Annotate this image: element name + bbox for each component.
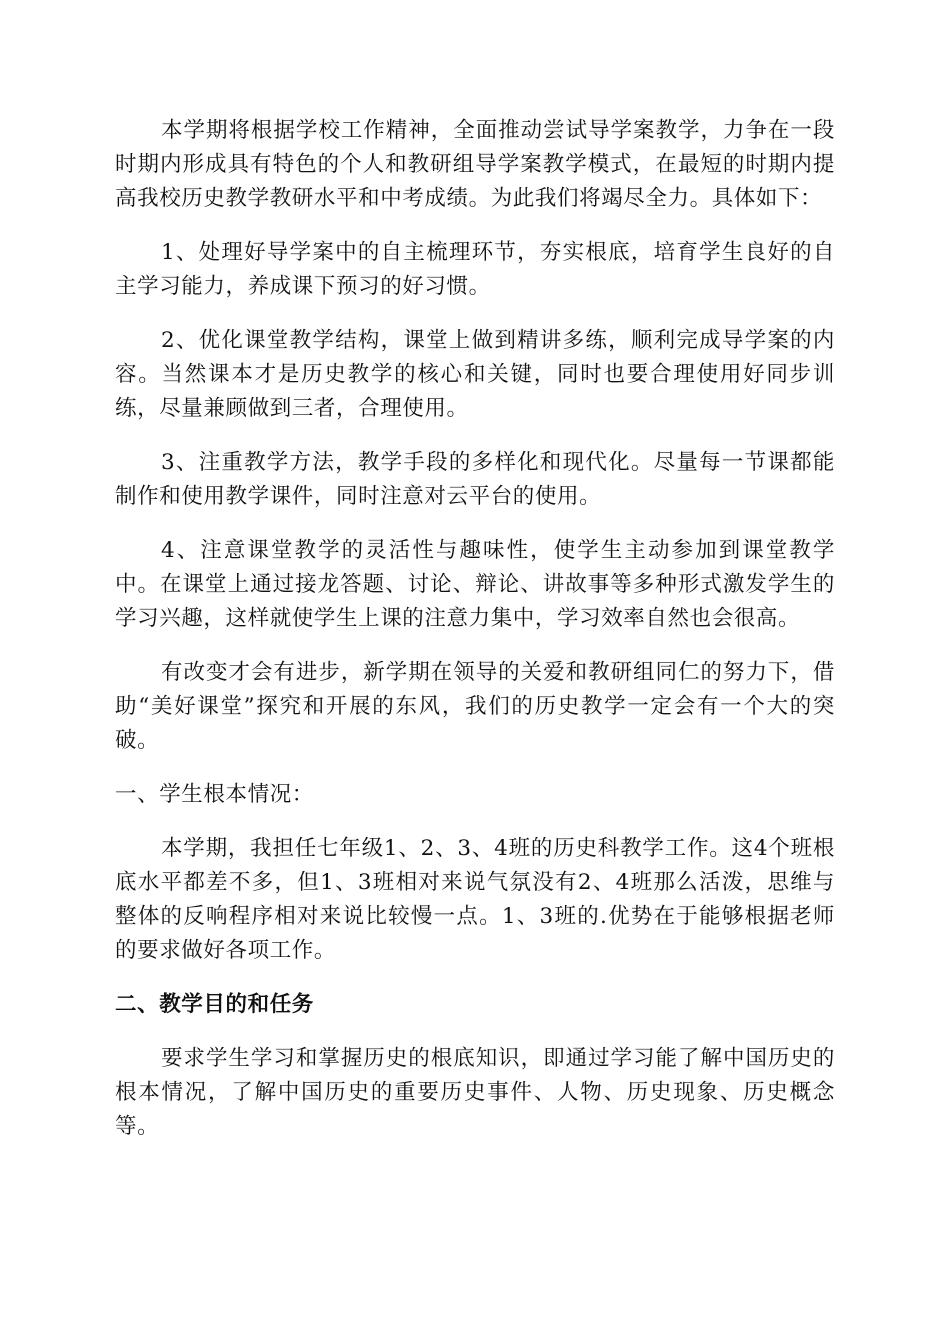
goals-paragraph: 要求学生学习和掌握历史的根底知识，即通过学习能了解中国历史的根本情况，了解中国历史的重要历史事件、人物、历史现象、历史概念等。	[115, 1046, 835, 1139]
students-paragraph: 本学期，我担任七年级1、2、3、4班的历史科教学工作。这4个班根底水平都差不多，但1、3班相对来说气氛没有2、4班那么活泼，思维与整体的反响程序相对来说比较慢一点。1、3班的.优势在于能够根据老师的要求做好各项工作。	[115, 836, 835, 963]
item-4-paragraph: 4、注意课堂教学的灵活性与趣味性，使学生主动参加到课堂教学中。在课堂上通过接龙答题、讨论、辩论、讲故事等多种形式激发学生的学习兴趣，这样就使学生上课的注意力集中，学习效率自然也会很高。	[115, 538, 835, 631]
item-3-paragraph: 3、注重教学方法，教学手段的多样化和现代化。尽量每一节课都能制作和使用教学课件，同时注意对云平台的使用。	[115, 450, 835, 509]
intro-paragraph: 本学期将根据学校工作精神，全面推动尝试导学案教学，力争在一段时期内形成具有特色的个人和教研组导学案教学模式，在最短的时期内提高我校历史教学教研水平和中考成绩。为此我们将竭尽全力。具体如下：	[115, 118, 835, 211]
document-page	[115, 114, 835, 1144]
item-1-paragraph: 1、处理好导学案中的自主梳理环节，夯实根底，培育学生良好的自主学习能力，养成课下预习的好习惯。	[115, 240, 835, 299]
summary-paragraph: 有改变才会有进步，新学期在领导的关爱和教研组同仁的努力下，借助“美好课堂”探究和开展的东风，我们的历史教学一定会有一个大的突破。	[115, 660, 835, 753]
section-heading-students: 一、学生根本情况：	[115, 782, 314, 807]
item-2-paragraph: 2、优化课堂教学结构，课堂上做到精讲多练，顺利完成导学案的内容。当然课本才是历史教学的核心和关键，同时也要合理使用好同步训练，尽量兼顾做到三者，合理使用。	[115, 328, 835, 421]
section-heading-goals: 二、教学目的和任务	[115, 992, 314, 1017]
